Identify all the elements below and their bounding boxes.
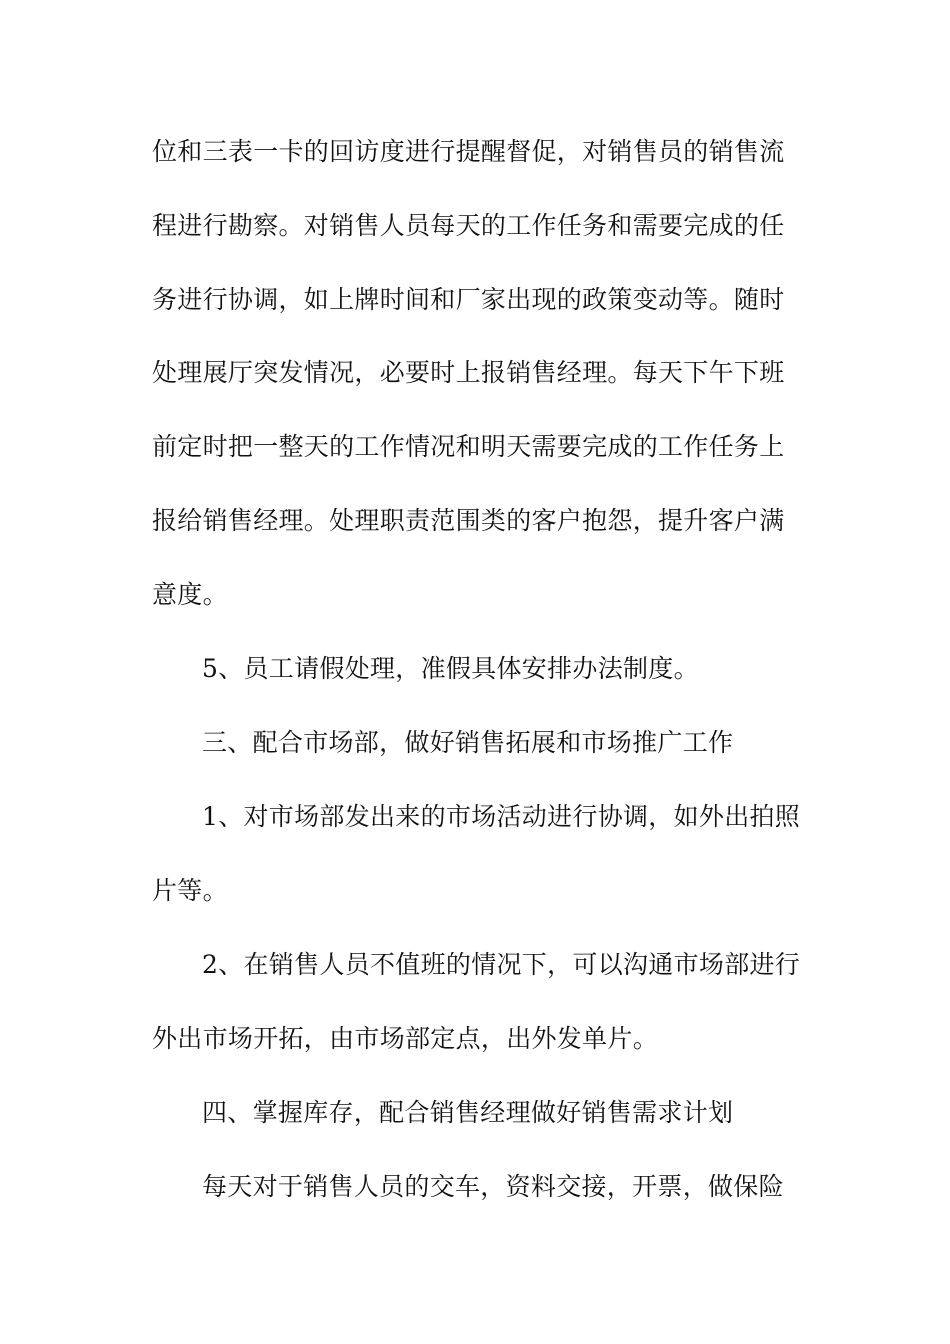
paragraph-line: 报给销售经理。处理职责范围类的客户抱怨，提升客户满 — [152, 506, 785, 535]
paragraph-line: 片等。 — [152, 876, 228, 905]
paragraph-line: 务进行协调，如上牌时间和厂家出现的政策变动等。随时 — [152, 285, 785, 314]
paragraph-line: 位和三表一卡的回访度进行提醒督促，对销售员的销售流 — [152, 137, 785, 166]
section-heading-4: 四、掌握库存，配合销售经理做好销售需求计划 — [202, 1098, 734, 1127]
section-heading-3: 三、配合市场部，做好销售拓展和市场推广工作 — [202, 728, 734, 757]
list-item-5: 5、员工请假处理，准假具体安排办法制度。 — [202, 654, 699, 683]
list-item-2: 2、在销售人员不值班的情况下，可以沟通市场部进行 — [202, 950, 801, 979]
paragraph-line: 前定时把一整天的工作情况和明天需要完成的工作任务上 — [152, 432, 785, 461]
paragraph-line: 外出市场开拓，由市场部定点，出外发单片。 — [152, 1024, 659, 1053]
paragraph-line: 每天对于销售人员的交车，资料交接，开票，做保险 — [202, 1172, 784, 1201]
paragraph-line: 意度。 — [152, 580, 228, 609]
list-item-1: 1、对市场部发出来的市场活动进行协调，如外出拍照 — [202, 802, 801, 831]
paragraph-line: 程进行勘察。对销售人员每天的工作任务和需要完成的任 — [152, 211, 785, 240]
paragraph-line: 处理展厅突发情况，必要时上报销售经理。每天下午下班 — [152, 358, 785, 387]
